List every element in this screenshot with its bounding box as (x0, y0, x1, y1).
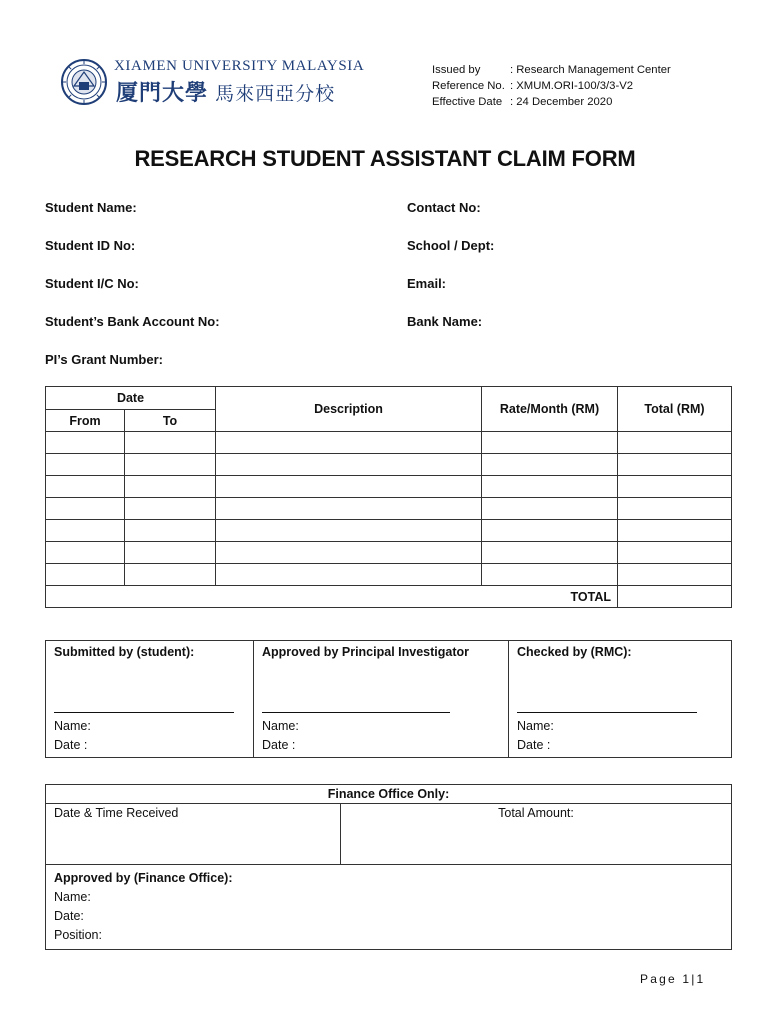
table-cell[interactable] (46, 432, 125, 454)
table-cell[interactable] (125, 542, 216, 564)
table-row (46, 542, 732, 564)
table-row (46, 476, 732, 498)
table-cell[interactable] (482, 498, 618, 520)
signature-table (45, 640, 732, 758)
table-cell[interactable] (618, 520, 732, 542)
table-cell[interactable] (125, 520, 216, 542)
university-name-en: XIAMEN UNIVERSITY MALAYSIA (114, 58, 365, 74)
contact-no-field[interactable]: Contact No: (407, 200, 481, 215)
claim-table (45, 386, 732, 608)
finance-position-label: Position: (54, 928, 102, 942)
university-seal-icon (60, 58, 108, 106)
signature-line (517, 712, 697, 713)
table-cell[interactable] (482, 564, 618, 586)
total-label: TOTAL (46, 586, 618, 608)
approved-by-finance-label: Approved by (Finance Office): (54, 871, 233, 885)
university-name-cn-sub: 馬來西亞分校 (215, 83, 336, 105)
reference-label: Reference No. (432, 80, 505, 92)
pi-signature-block[interactable] (254, 641, 509, 758)
name-label: Name: (54, 719, 91, 733)
description-header: Description (216, 387, 482, 432)
table-cell[interactable] (125, 498, 216, 520)
grant-number-field[interactable]: PI’s Grant Number: (45, 352, 163, 367)
table-cell[interactable] (618, 432, 732, 454)
date-label: Date : (54, 738, 88, 752)
table-row (46, 520, 732, 542)
finance-table (45, 784, 732, 950)
document-meta (432, 62, 671, 110)
total-value-cell[interactable] (618, 586, 732, 608)
table-cell[interactable] (46, 454, 125, 476)
table-cell[interactable] (216, 542, 482, 564)
table-cell[interactable] (46, 542, 125, 564)
university-name-cn (116, 76, 335, 107)
total-row (46, 586, 732, 608)
table-row (46, 498, 732, 520)
table-row (46, 432, 732, 454)
student-ic-field[interactable]: Student I/C No: (45, 276, 139, 291)
table-cell[interactable] (482, 542, 618, 564)
issued-by-value: : Research Management Center (510, 64, 671, 76)
issued-by-row (432, 62, 671, 78)
table-cell[interactable] (216, 454, 482, 476)
finance-approval-cell[interactable] (46, 865, 732, 950)
table-cell[interactable] (216, 520, 482, 542)
total-header: Total (RM) (618, 387, 732, 432)
table-cell[interactable] (125, 564, 216, 586)
finance-header: Finance Office Only: (46, 785, 732, 804)
total-amount-cell[interactable] (341, 804, 732, 865)
effective-date-label: Effective Date (432, 96, 503, 108)
name-label: Name: (517, 719, 554, 733)
table-cell[interactable] (46, 476, 125, 498)
student-id-field[interactable]: Student ID No: (45, 238, 136, 253)
effective-date-value: : 24 December 2020 (510, 96, 613, 108)
date-header: Date (46, 387, 216, 410)
date-label: Date : (262, 738, 296, 752)
name-label: Name: (262, 719, 299, 733)
reference-row (432, 78, 671, 94)
table-cell[interactable] (482, 520, 618, 542)
date-time-received-cell[interactable] (46, 804, 341, 865)
school-dept-field[interactable]: School / Dept: (407, 238, 495, 253)
signature-line (54, 712, 234, 713)
table-cell[interactable] (618, 564, 732, 586)
email-field[interactable]: Email: (407, 276, 447, 291)
approved-by-pi-label: Approved by Principal Investigator (262, 645, 469, 659)
table-cell[interactable] (216, 564, 482, 586)
table-row (46, 564, 732, 586)
bank-account-field[interactable]: Student’s Bank Account No: (45, 314, 220, 329)
bank-name-field[interactable]: Bank Name: (407, 314, 483, 329)
form-title: RESEARCH STUDENT ASSISTANT CLAIM FORM (134, 146, 636, 171)
total-amount-label: Total Amount: (498, 806, 574, 820)
signature-line (262, 712, 450, 713)
university-name-cn-main: 厦門大學 (116, 80, 209, 106)
table-cell[interactable] (125, 454, 216, 476)
student-signature-block[interactable] (46, 641, 254, 758)
finance-date-label: Date: (54, 909, 84, 923)
finance-name-label: Name: (54, 890, 91, 904)
student-name-field[interactable]: Student Name: (45, 200, 137, 215)
submitted-by-label: Submitted by (student): (54, 645, 195, 659)
rate-header: Rate/Month (RM) (482, 387, 618, 432)
checked-by-rmc-label: Checked by (RMC): (517, 645, 632, 659)
to-header: To (125, 410, 216, 432)
table-cell[interactable] (125, 476, 216, 498)
table-row (46, 454, 732, 476)
issued-by-label: Issued by (432, 64, 481, 76)
date-label: Date : (517, 738, 551, 752)
table-cell[interactable] (618, 476, 732, 498)
table-cell[interactable] (46, 520, 125, 542)
rmc-signature-block[interactable] (509, 641, 732, 758)
university-logo (60, 56, 365, 106)
effective-date-row (432, 94, 671, 110)
page-number: Page 1|1 (640, 972, 706, 986)
table-cell[interactable] (482, 476, 618, 498)
table-cell[interactable] (46, 564, 125, 586)
table-cell[interactable] (216, 476, 482, 498)
table-cell[interactable] (482, 454, 618, 476)
reference-value: : XMUM.ORI-100/3/3-V2 (510, 80, 634, 92)
table-cell[interactable] (46, 498, 125, 520)
table-cell[interactable] (125, 432, 216, 454)
table-cell[interactable] (618, 542, 732, 564)
table-cell[interactable] (216, 498, 482, 520)
table-cell[interactable] (618, 498, 732, 520)
date-time-received-label: Date & Time Received (54, 806, 179, 820)
table-cell[interactable] (216, 432, 482, 454)
table-cell[interactable] (482, 432, 618, 454)
from-header: From (46, 410, 125, 432)
table-cell[interactable] (618, 454, 732, 476)
